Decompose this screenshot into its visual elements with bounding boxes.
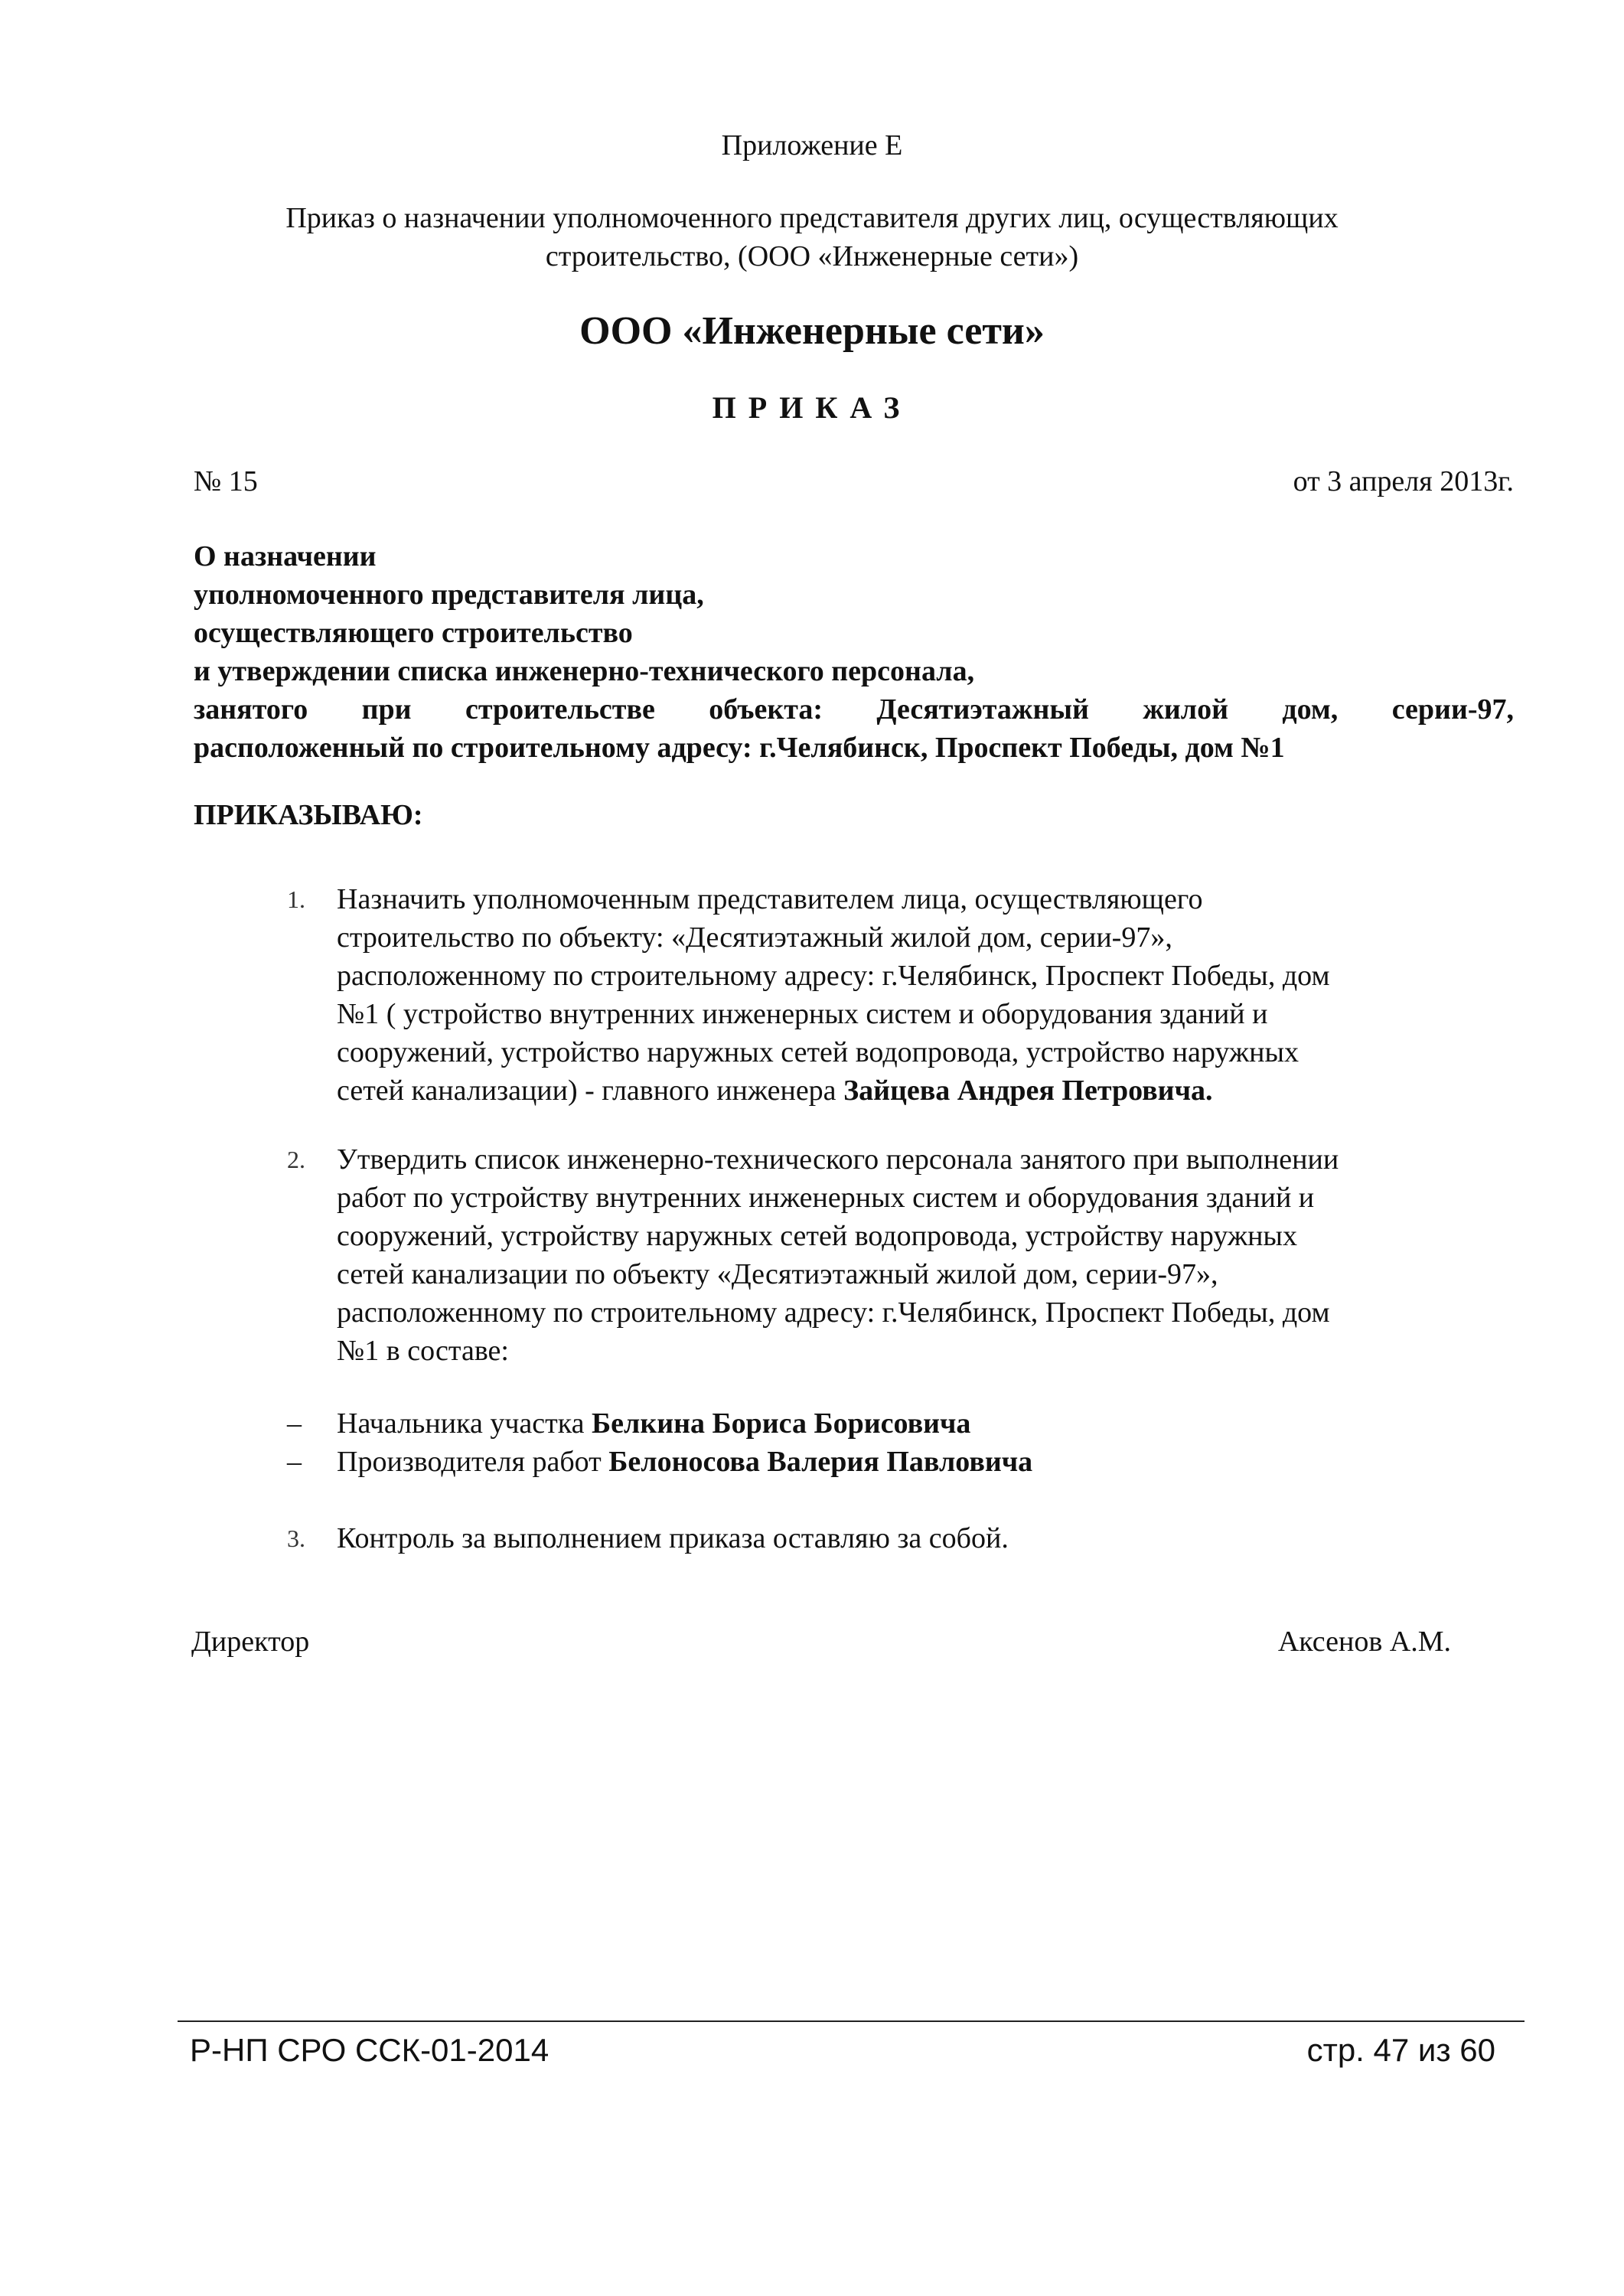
item-line (337, 1071, 1531, 1110)
item-line: сооружений, устройству наружных сетей водопровода, устройству наружных (337, 1220, 1297, 1252)
caption-line-2: строительство, (ООО «Инженерные сети») (545, 240, 1079, 272)
command-heading: ПРИКАЗЫВАЮ: (194, 799, 423, 831)
footer-page-number: стр. 47 из 60 (1306, 2032, 1495, 2068)
item-number: 1. (287, 885, 305, 913)
subject-line: и утверждении списка инженерно-технического персонала, (194, 655, 975, 687)
personnel-line (337, 1404, 1531, 1443)
personnel-line (337, 1443, 1531, 1481)
appendix-label: Приложение Е (721, 129, 903, 161)
personnel-name: Белоносова Валерия Павловича (608, 1446, 1033, 1478)
signature-position: Директор (191, 1626, 310, 1658)
personnel-item (337, 1443, 1531, 1481)
item-line: строительство по объекту: «Десятиэтажный жилой дом, серии-97», (337, 921, 1172, 954)
order-subject (194, 537, 1514, 767)
subject-line: О назначении (194, 540, 377, 572)
personnel-role: Начальника участка (337, 1407, 592, 1440)
footer-divider (178, 2020, 1525, 2022)
dash-marker: – (287, 1446, 302, 1478)
order-item-3 (287, 1519, 1531, 1557)
item-line: №1 в составе: (337, 1335, 509, 1367)
item-line: сооружений, устройство наружных сетей водопровода, устройство наружных (337, 1036, 1300, 1068)
item-line: сетей канализации по объекту «Десятиэтажный жилой дом, серии-97», (337, 1258, 1218, 1290)
personnel-name: Белкина Бориса Борисовича (592, 1407, 971, 1440)
item-line: Назначить уполномоченным представителем лица, осуществляющего (337, 883, 1203, 915)
signature-name: Аксенов А.М. (1277, 1626, 1451, 1658)
item-line: расположенному по строительному адресу: г.Челябинск, Проспект Победы, дом (337, 960, 1330, 992)
subject-line: расположенный по строительному адресу: г.Челябинск, Проспект Победы, дом №1 (194, 732, 1285, 764)
order-date: от 3 апреля 2013г. (1293, 465, 1514, 497)
personnel-role: Производителя работ (337, 1446, 609, 1478)
order-item-1 (287, 880, 1531, 1110)
personnel-item (337, 1404, 1531, 1443)
dash-marker: – (287, 1407, 302, 1440)
responsible-name: Зайцева Андрея Петровича. (843, 1075, 1213, 1107)
item-line: №1 ( устройство внутренних инженерных систем и оборудования зданий и (337, 998, 1268, 1030)
order-item-2 (287, 1140, 1531, 1370)
item-line: Утвердить список инженерно-технического персонала занятого при выполнении (337, 1143, 1339, 1176)
document-type: ПРИКАЗ (712, 390, 912, 425)
order-number: № 15 (194, 465, 258, 497)
footer-doc-code: Р-НП СРО ССК-01-2014 (190, 2032, 549, 2068)
item-number: 3. (287, 1525, 305, 1552)
item-line: Контроль за выполнением приказа оставляю за собой. (337, 1522, 1009, 1554)
subject-line: осуществляющего строительство (194, 617, 633, 649)
item-line-text: сетей канализации) - главного инженера (337, 1075, 844, 1107)
subject-line: уполномоченного представителя лица, (194, 579, 704, 611)
caption-line-1: Приказ о назначении уполномоченного представителя других лиц, осуществляющих (285, 202, 1339, 234)
item-line: работ по устройству внутренних инженерных систем и оборудования зданий и (337, 1182, 1315, 1214)
item-line: расположенному по строительному адресу: г.Челябинск, Проспект Победы, дом (337, 1296, 1330, 1329)
organization-title: ООО «Инженерные сети» (579, 309, 1045, 353)
item-number: 2. (287, 1146, 305, 1173)
subject-line: занятого при строительстве объекта: Десятиэтажный жилой дом, серии-97, (194, 693, 1514, 726)
